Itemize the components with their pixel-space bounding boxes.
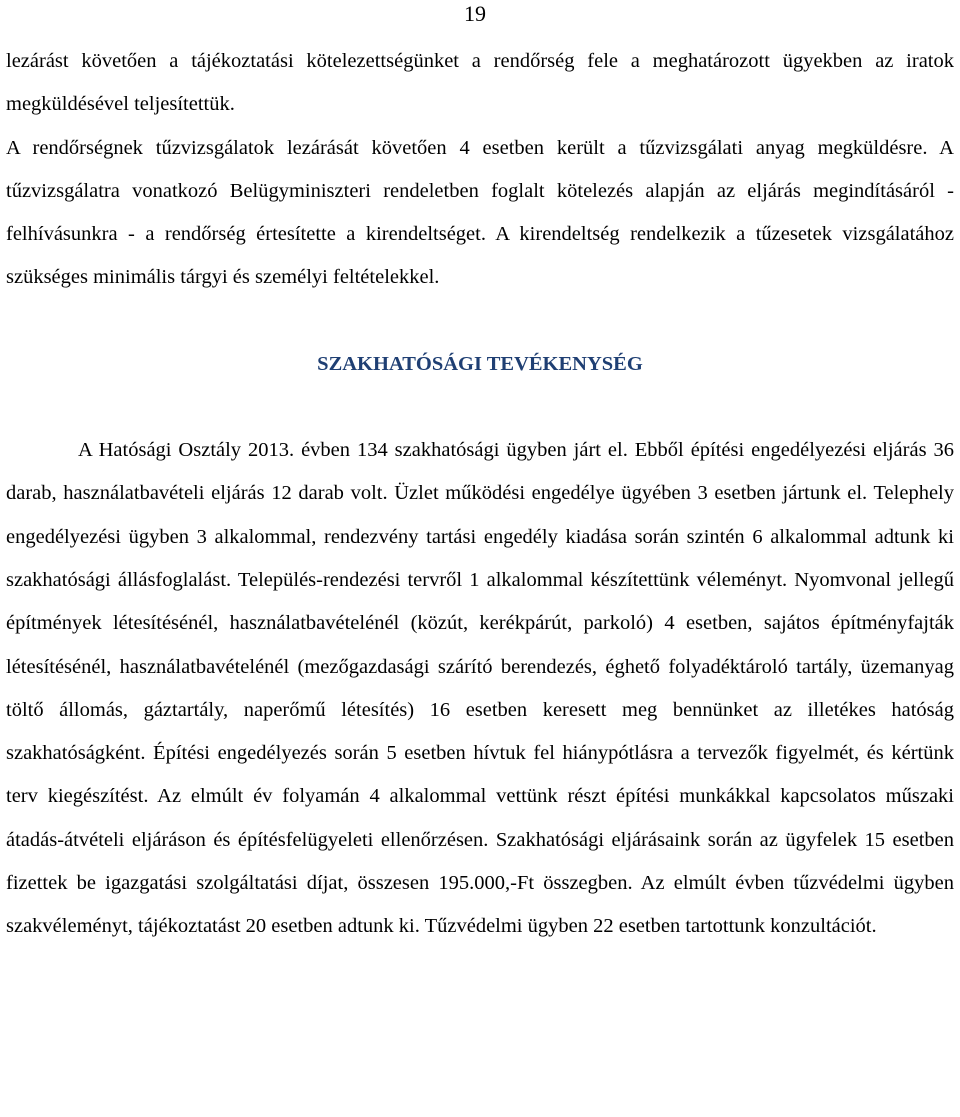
section-heading: SZAKHATÓSÁGI TEVÉKENYSÉG	[317, 352, 643, 375]
paragraph-fire-investigation: A rendőrségnek tűzvizsgálatok lezárását követően 4 esetben került a tűzvizsgálati anyag megküldésre. A tűzvizsgálatra vonatkozó Belügyminiszteri rendeletben foglalt kötelezés alapján az eljárás megindításáról - felhívásunkra - a rendőrség értesítette a kirendeltséget. A kirendeltség rendelkezik a tűzesetek vizsgálatához szükséges minimális tárgyi és személyi feltételekkel.	[6, 136, 954, 289]
paragraph-authority-activity: A Hatósági Osztály 2013. évben 134 szakhatósági ügyben járt el. Ebből építési engedélyezési eljárás 36 darab, használatbavételi eljárás 12 darab volt. Üzlet működési engedélye ügyében 3 esetben jártunk el. Telephely engedélyezési ügyben 3 alkalommal, rendezvény tartási engedély kiadása során szintén 6 alkalommal adtunk ki szakhatósági állásfoglalást. Település-rendezési tervről 1 alkalommal készítettünk véleményt. Nyomvonal jellegű építmények létesítésénél, használatbavételénél (közút, kerékpárút, parkoló) 4 esetben, sajátos építményfajták létesítésénél, használatbavételénél (mezőgazdasági szárító berendezés, éghető folyadéktároló tartály, üzemanyag töltő állomás, gáztartály, naperőmű létesítés) 16 esetben keresett meg bennünket az illetékes hatóság szakhatóságként. Építési engedélyezés során 5 esetben hívtuk fel hiánypótlásra a tervezők figyelmét, és kértünk terv kiegészítést. Az elmúlt év folyamán 4 alkalommal vettünk részt építési munkákkal kapcsolatos műszaki átadás-átvételi eljáráson és építésfelügyeleti ellenőrzésen. Szakhatósági eljárásaink során az ügyfelek 15 esetben fizettek be igazgatási szolgáltatási díjat, összesen 195.000,-Ft összegben. Az elmúlt évben tűzvédelmi ügyben szakvéleményt, tájékoztatást 20 esetben adtunk ki. Tűzvédelmi ügyben 22 esetben tartottunk konzultációt.	[6, 439, 954, 938]
paragraph-intro: lezárást követően a tájékoztatási kötelezettségünket a rendőrség fele a meghatározott ügyekben az iratok megküldésével teljesítettük.	[6, 50, 954, 116]
page-number: 19	[464, 1, 486, 26]
document-body	[6, 40, 954, 949]
